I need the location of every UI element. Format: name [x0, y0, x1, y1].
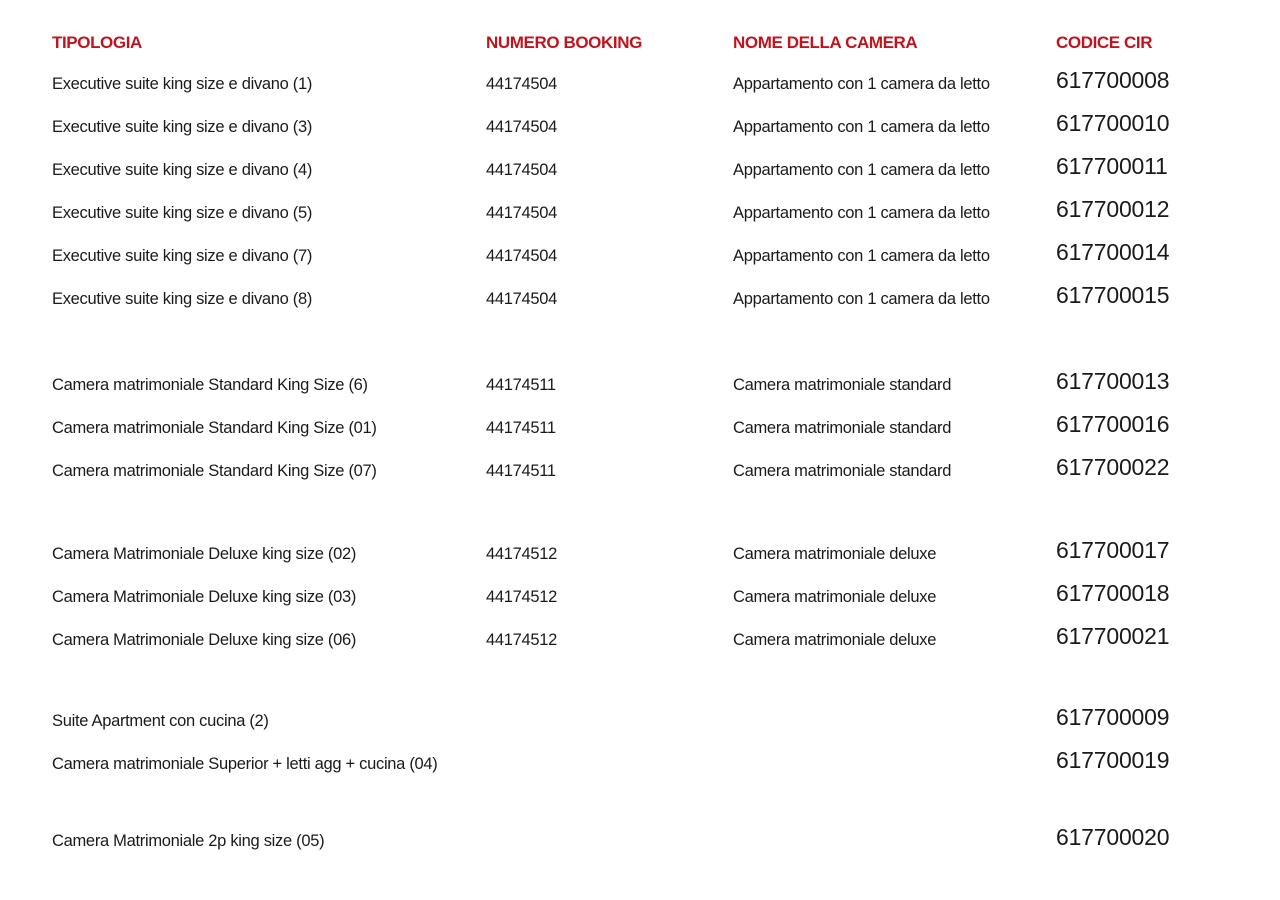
- cell-tipologia: Executive suite king size e divano (5): [52, 204, 313, 222]
- cell-booking: 44174511: [486, 462, 556, 480]
- cell-booking: 44174504: [486, 161, 558, 179]
- cell-cir: 617700010: [1056, 110, 1170, 136]
- cell-booking: 44174504: [486, 75, 558, 93]
- cell-tipologia: Executive suite king size e divano (4): [52, 161, 313, 179]
- cell-cir: 617700022: [1056, 454, 1170, 480]
- cell-camera: Appartamento con 1 camera da letto: [733, 247, 990, 265]
- cell-cir: 617700016: [1056, 411, 1170, 437]
- cell-tipologia: Camera matrimoniale Standard King Size (07): [52, 462, 377, 480]
- cell-camera: Appartamento con 1 camera da letto: [733, 204, 990, 222]
- table-row: [0, 454, 1280, 484]
- header-nome-camera: NOME DELLA CAMERA: [733, 33, 918, 52]
- table-row: [0, 411, 1280, 441]
- cell-booking: 44174512: [486, 588, 558, 606]
- cell-tipologia: Camera matrimoniale Standard King Size (01): [52, 419, 377, 437]
- cell-camera: Camera matrimoniale deluxe: [733, 588, 937, 606]
- cell-cir: 617700013: [1056, 368, 1170, 394]
- cell-camera: Camera matrimoniale standard: [733, 376, 952, 394]
- table-row: [0, 824, 1280, 854]
- cell-cir: 617700015: [1056, 282, 1170, 308]
- cell-booking: 44174511: [486, 419, 556, 437]
- cell-cir: 617700011: [1056, 153, 1168, 179]
- cell-camera: Camera matrimoniale deluxe: [733, 545, 937, 563]
- cell-cir: 617700018: [1056, 580, 1170, 606]
- cell-cir: 617700020: [1056, 824, 1170, 850]
- cell-camera: Camera matrimoniale standard: [733, 419, 952, 437]
- cell-camera: Appartamento con 1 camera da letto: [733, 161, 990, 179]
- cell-camera: Appartamento con 1 camera da letto: [733, 118, 990, 136]
- cell-cir: 617700021: [1056, 623, 1170, 649]
- cell-cir: 617700019: [1056, 747, 1170, 773]
- cell-booking: 44174511: [486, 376, 556, 394]
- cell-tipologia: Executive suite king size e divano (3): [52, 118, 313, 136]
- cell-camera: Appartamento con 1 camera da letto: [733, 75, 990, 93]
- cell-booking: 44174504: [486, 118, 558, 136]
- cell-tipologia: Executive suite king size e divano (1): [52, 75, 313, 93]
- header-tipologia: TIPOLOGIA: [52, 33, 142, 52]
- cell-booking: 44174504: [486, 290, 558, 308]
- table-row: [0, 282, 1280, 312]
- cell-booking: 44174512: [486, 545, 558, 563]
- table-row: [0, 110, 1280, 140]
- cell-booking: 44174504: [486, 247, 558, 265]
- table-row: [0, 623, 1280, 653]
- cell-cir: 617700009: [1056, 704, 1170, 730]
- table-row: [0, 153, 1280, 183]
- cell-tipologia: Camera Matrimoniale 2p king size (05): [52, 832, 325, 850]
- table-row: [0, 747, 1280, 777]
- table-row: [0, 368, 1280, 398]
- cell-camera: Camera matrimoniale deluxe: [733, 631, 937, 649]
- cell-booking: 44174512: [486, 631, 558, 649]
- table-row: [0, 704, 1280, 734]
- table-row: [0, 196, 1280, 226]
- table-row: [0, 580, 1280, 610]
- cell-tipologia: Executive suite king size e divano (8): [52, 290, 313, 308]
- table-row: [0, 537, 1280, 567]
- cell-cir: 617700017: [1056, 537, 1170, 563]
- cell-booking: 44174504: [486, 204, 558, 222]
- table-row: [0, 67, 1280, 97]
- cell-tipologia: Executive suite king size e divano (7): [52, 247, 313, 265]
- header-codice-cir: CODICE CIR: [1056, 33, 1153, 52]
- cell-camera: Appartamento con 1 camera da letto: [733, 290, 990, 308]
- cell-cir: 617700014: [1056, 239, 1170, 265]
- header-numero-booking: NUMERO BOOKING: [486, 33, 642, 52]
- cell-cir: 617700008: [1056, 67, 1170, 93]
- cell-cir: 617700012: [1056, 196, 1170, 222]
- cell-tipologia: Camera Matrimoniale Deluxe king size (06): [52, 631, 357, 649]
- table-row: [0, 239, 1280, 269]
- cell-tipologia: Camera Matrimoniale Deluxe king size (03): [52, 588, 357, 606]
- cell-tipologia: Suite Apartment con cucina (2): [52, 712, 269, 730]
- cell-tipologia: Camera Matrimoniale Deluxe king size (02): [52, 545, 357, 563]
- cell-tipologia: Camera matrimoniale Superior + letti agg + cucina (04): [52, 755, 438, 773]
- cell-camera: Camera matrimoniale standard: [733, 462, 952, 480]
- cell-tipologia: Camera matrimoniale Standard King Size (6): [52, 376, 368, 394]
